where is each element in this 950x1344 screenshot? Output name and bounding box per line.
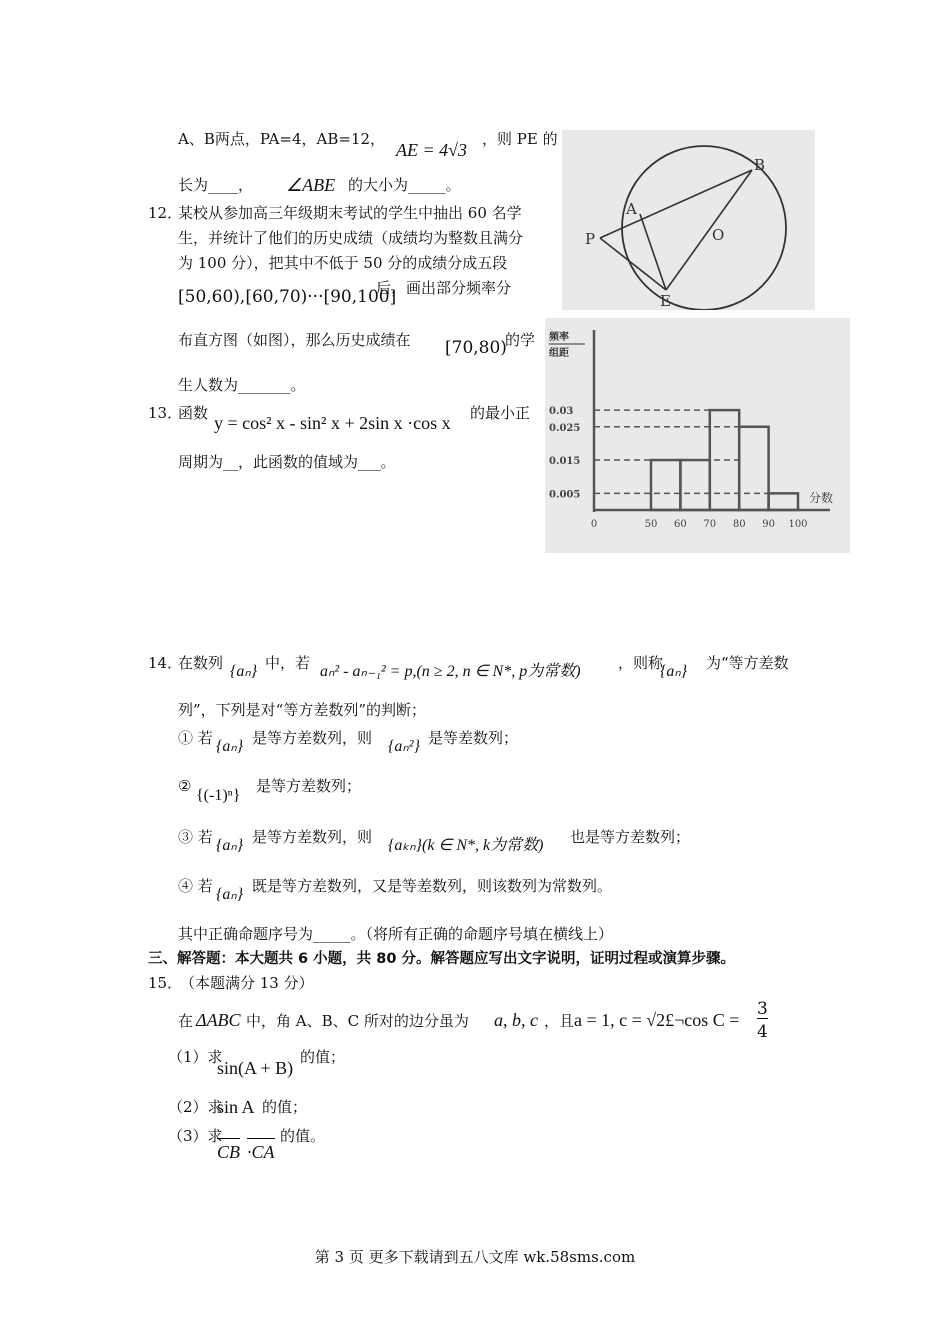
y-tick-label: 0.005 <box>549 489 581 501</box>
q15-l1a: 在 <box>178 1012 194 1030</box>
q12-math-intervals: [50,60),[60,70)···[90,100] <box>178 287 397 307</box>
q15-math-triangle: ΔABC <box>196 1010 241 1030</box>
q14-option3-an: {aₙ} <box>216 837 244 854</box>
q13-line1b: 的最小正 <box>470 404 531 422</box>
label-b: B <box>754 156 766 174</box>
q14-l1c: ，则称 <box>618 654 664 672</box>
q14-an: {aₙ} <box>230 663 258 680</box>
y-label-bottom: 组距 <box>549 348 569 359</box>
x-tick-label: 0 <box>590 519 598 530</box>
q15-math-sides: a, b, c <box>494 1010 538 1030</box>
q14-option2-b: 是等方差数列； <box>256 777 362 795</box>
label-o: O <box>712 226 725 244</box>
q15-vector-cb: CB <box>217 1138 240 1161</box>
histogram-bar <box>680 460 709 510</box>
q14-option4-an: {aₙ} <box>216 886 244 903</box>
q15-part2-b: 的值； <box>262 1098 308 1116</box>
q11-line2a: 长为____， <box>178 176 254 194</box>
x-tick-label: 80 <box>732 519 746 530</box>
histogram-bar <box>769 493 798 510</box>
circle-diagram <box>562 130 815 310</box>
x-tick-label: 90 <box>762 519 775 530</box>
x-tick-label: 70 <box>703 519 717 530</box>
q15-number: 15． <box>148 974 183 992</box>
q15-math-given: a = 1, c = √2£¬cos C = <box>574 1010 740 1030</box>
q15-part2-a: （2）求 <box>168 1098 223 1116</box>
q14-option3-math: {aₖₙ}(k ∈ N*, k为常数) <box>388 837 544 854</box>
q13-line2: 周期为__，此函数的值域为___。 <box>178 453 396 471</box>
q11-line1: A、B两点，PA=4，AB=12， <box>178 130 386 148</box>
q14-option1-c: 是等差数列； <box>428 729 519 747</box>
q13-number: 13． <box>148 404 183 422</box>
q11-math-abe: ∠ABE <box>286 175 336 195</box>
x-tick-label: 50 <box>644 519 658 530</box>
q15-fraction-numerator: 3 <box>757 999 768 1019</box>
q12-line6: 生人数为_______。 <box>178 376 306 394</box>
label-a: A <box>626 200 637 218</box>
q14-option4-a: ④ 若 <box>178 877 213 895</box>
q11-line2b: 的大小为_____。 <box>348 176 461 194</box>
q14-number: 14． <box>148 654 183 672</box>
q14-option1-b: 是等方差数列，则 <box>252 729 373 747</box>
q15-part1-b: 的值； <box>300 1048 346 1066</box>
histogram-bar <box>651 460 680 510</box>
q14-option1-a: ① 若 <box>178 729 213 747</box>
q14-l2: 列”，下列是对“等方差数列”的判断； <box>178 701 427 719</box>
label-p: P <box>585 230 596 248</box>
circle-figure <box>562 130 815 310</box>
q12-line2: 生，并统计了他们的历史成绩（成绩均为整数且满分 <box>178 229 524 247</box>
q14-option3-b: 是等方差数列，则 <box>252 828 373 846</box>
q11-math-ae: AE = 4√3 <box>396 140 468 160</box>
q15-head: （本题满分 13 分） <box>180 974 314 992</box>
q12-line5b: 的学 <box>505 331 536 349</box>
y-label-top: 频率 <box>549 332 569 343</box>
q14-option4-b: 既是等方差数列，又是等差数列，则该数列为常数列。 <box>252 877 613 895</box>
q14-option2-a: ② <box>178 777 192 795</box>
histogram-figure <box>545 318 850 553</box>
q15-part3-b: 的值。 <box>280 1127 326 1145</box>
q11-line1b: ，则 PE 的 <box>482 130 558 148</box>
q15-fraction-denominator: 4 <box>757 1022 768 1042</box>
q14-end: 其中正确命题序号为_____。（将所有正确的命题序号填在横线上） <box>178 925 614 943</box>
x-tick-label: 100 <box>788 519 808 530</box>
q12-line5a: 布直方图（如图），那么历史成绩在 <box>178 331 411 349</box>
histogram-chart <box>545 318 850 553</box>
q14-math-definition: aₙ² - aₙ₋₁² = p,(n ≥ 2, n ∈ N*, p为常数) <box>320 663 581 680</box>
q13-line1a: 函数 <box>178 404 209 422</box>
x-tick-label: 60 <box>674 519 687 530</box>
q15-part1-math: sin(A + B) <box>217 1058 294 1078</box>
q15-part2-math: sin A <box>217 1097 255 1117</box>
x-label: 分数 <box>809 491 834 505</box>
q14-l1d: 为“等方差数 <box>706 654 789 672</box>
q15-vector-ca: ·CA <box>247 1138 275 1161</box>
y-tick-label: 0.015 <box>549 456 581 468</box>
q15-l1b: 中，角 A、B、C 所对的边分虽为 <box>246 1012 469 1030</box>
q14-an-2: {aₙ} <box>660 663 688 680</box>
q14-l1a: 在数列 <box>178 654 224 672</box>
section-3-heading: 三、解答题：本大题共 6 小题，共 80 分。解答题应写出文字说明，证明过程或演算步骤。 <box>148 951 735 967</box>
q14-option3-a: ③ 若 <box>178 828 213 846</box>
y-tick-label: 0.025 <box>549 422 581 434</box>
q12-math-interval: [70,80) <box>445 338 507 358</box>
q14-option2-math: {(-1)ⁿ} <box>196 787 241 804</box>
q14-option1-math: {aₙ²} <box>388 738 420 755</box>
q13-math-function: y = cos² x - sin² x + 2sin x ·cos x <box>214 413 451 433</box>
label-e: E <box>660 292 671 310</box>
q12-line1: 某校从参加高三年级期末考试的学生中抽出 60 名学 <box>178 204 522 222</box>
q12-number: 12． <box>148 204 183 222</box>
q15-part1-a: （1）求 <box>168 1048 223 1066</box>
q15-l1c: ，且 <box>544 1012 575 1030</box>
y-tick-label: 0.03 <box>549 406 574 418</box>
q12-line4b: 后，画出部分频率分 <box>376 279 512 297</box>
q12-line3: 为 100 分），把其中不低于 50 分的成绩分成五段 <box>178 254 508 272</box>
q14-option1-an: {aₙ} <box>216 738 244 755</box>
q14-option3-c: 也是等方差数列； <box>570 828 691 846</box>
q14-l1b: 中，若 <box>265 654 311 672</box>
page-footer: 第 3 页 更多下载请到五八文库 wk.58sms.com <box>314 1248 636 1266</box>
q15-part3-a: （3）求 <box>168 1127 223 1145</box>
histogram-bar <box>739 427 768 510</box>
